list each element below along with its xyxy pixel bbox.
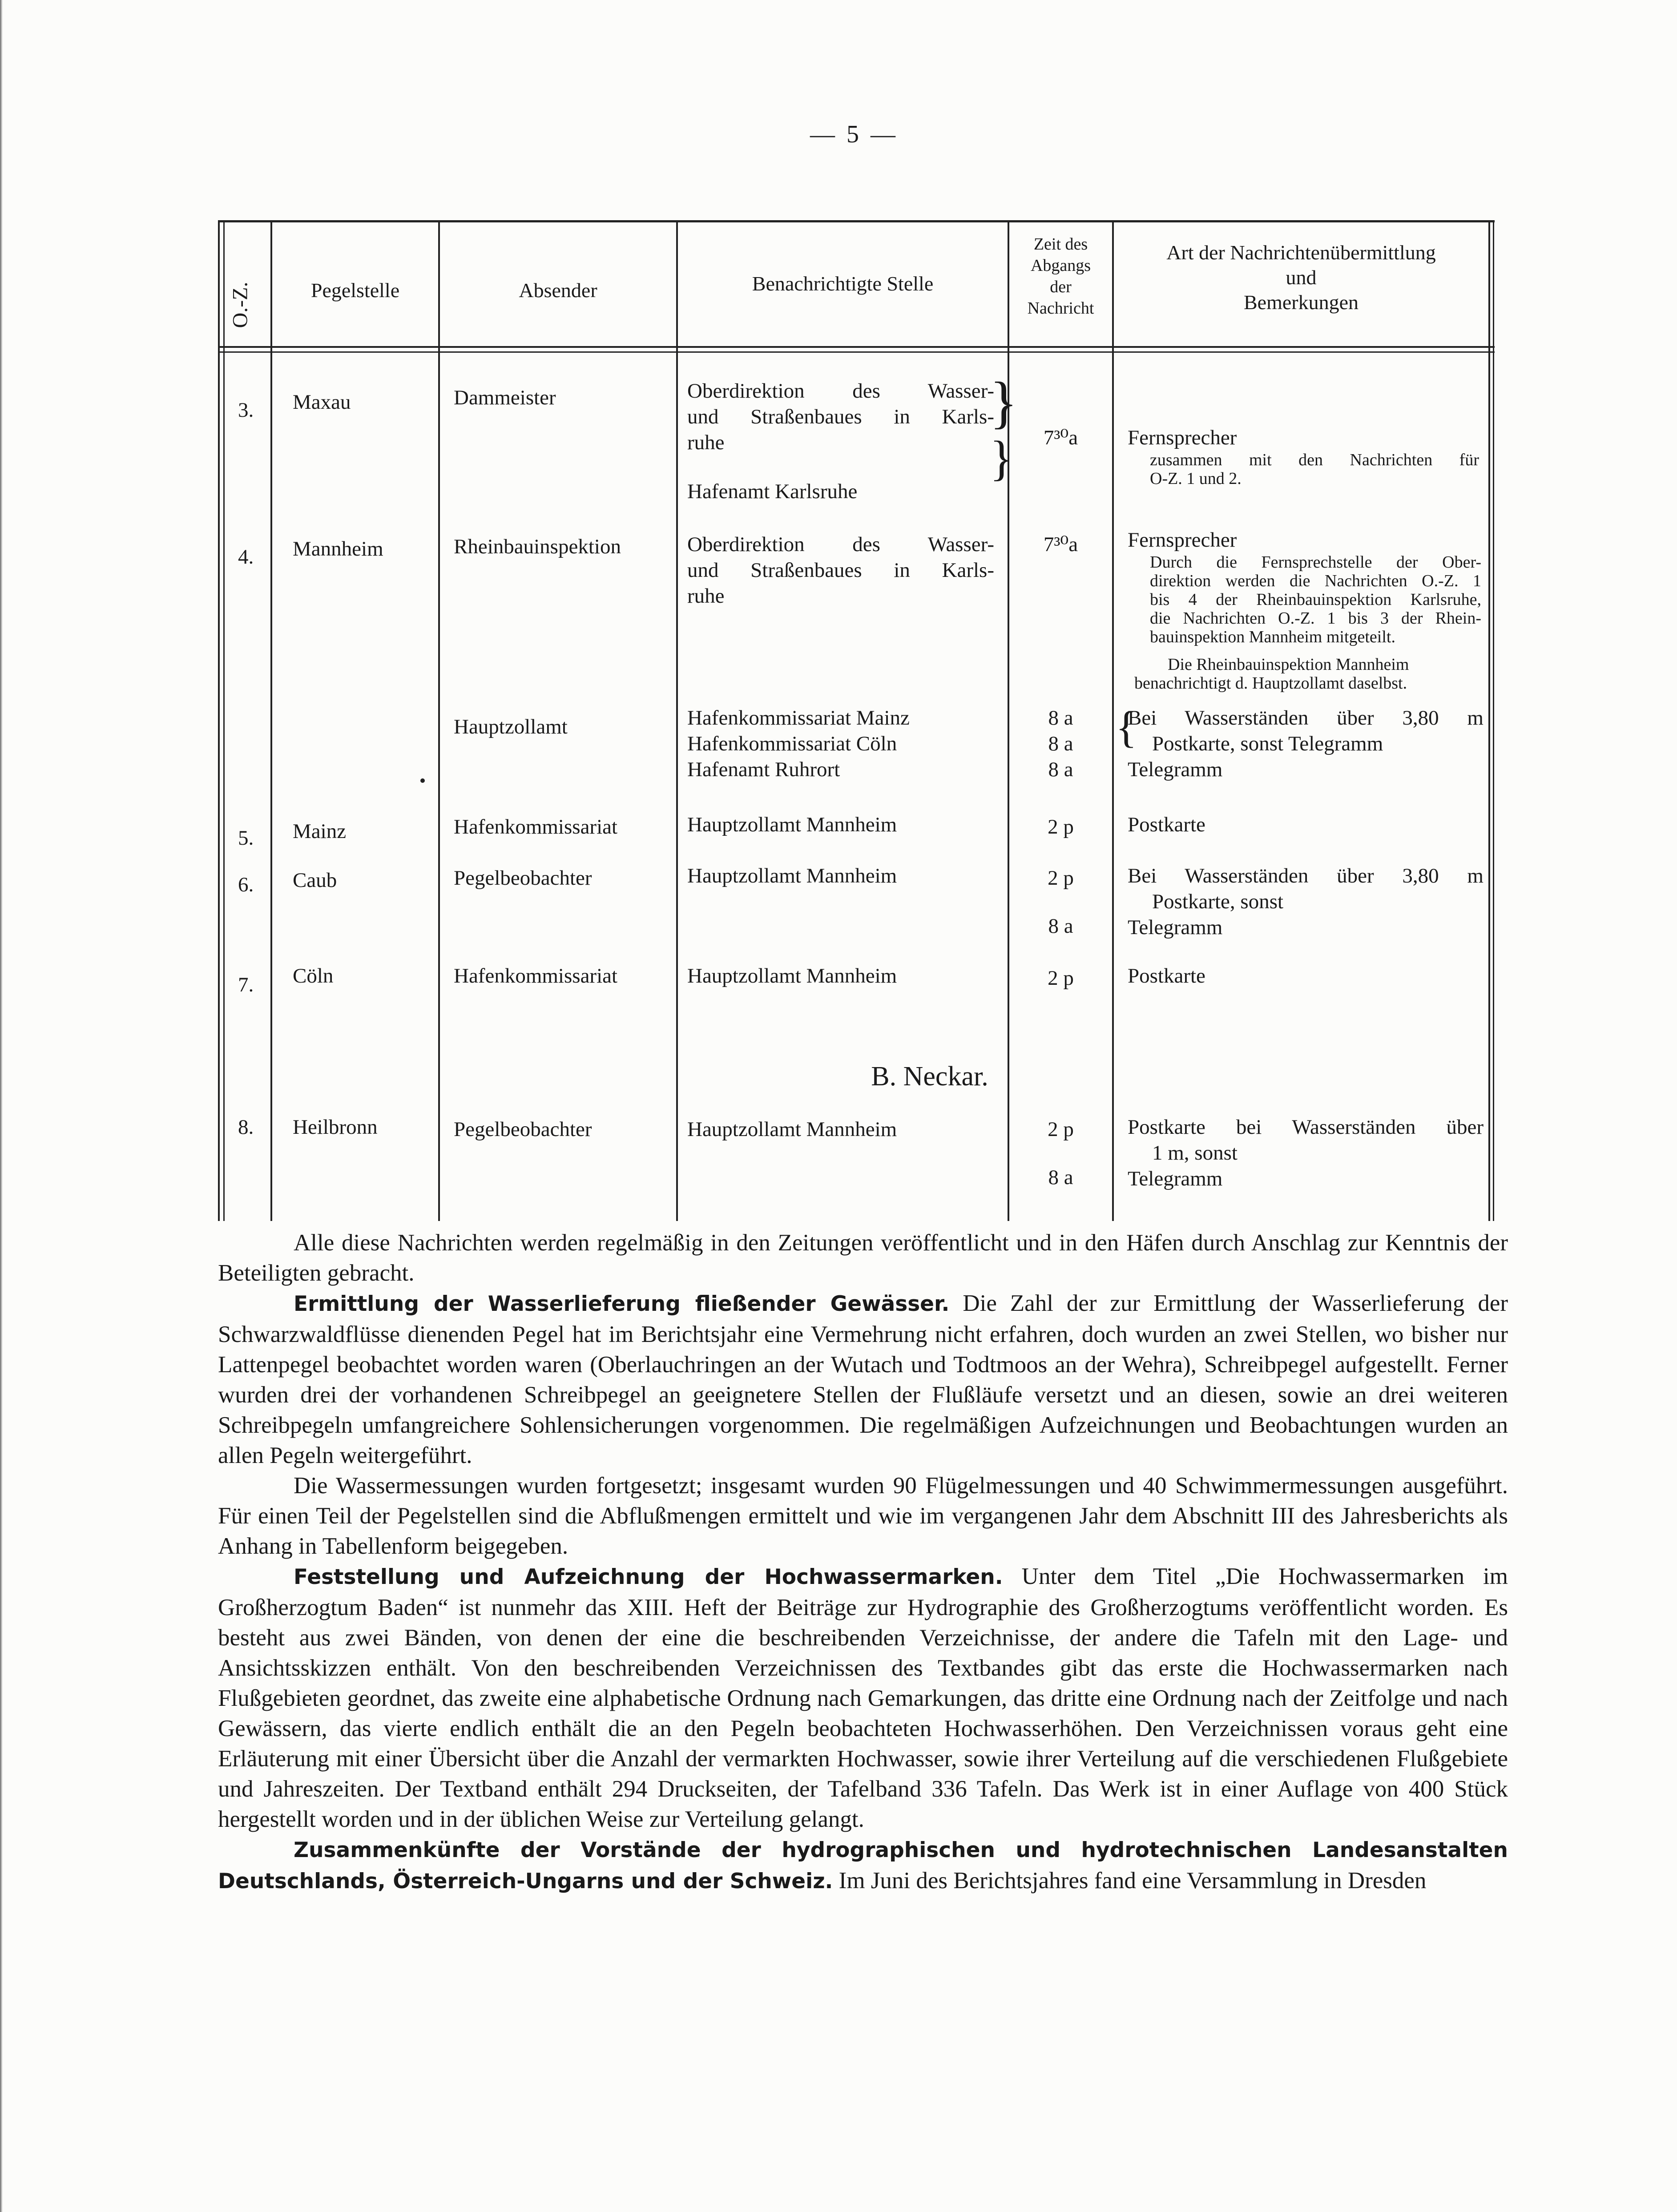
row-pegelstelle: Caub bbox=[293, 869, 337, 892]
col-divider bbox=[1488, 220, 1490, 1221]
row-absender: Pegelbeobachter bbox=[454, 1118, 592, 1141]
row-art-note: zusammen mit den Nachrichten für O-Z. 1 und 2. bbox=[1150, 451, 1479, 488]
row-zeit: 8 a 8 a 8 a bbox=[1048, 706, 1073, 781]
row-zeit: 7³⁰a bbox=[1043, 426, 1078, 449]
header-rule-2 bbox=[218, 351, 1495, 353]
row-pegelstelle: Mannheim bbox=[293, 537, 383, 560]
row-zeit: 2 p 8 a bbox=[1048, 866, 1074, 938]
row-art: Fernsprecher bbox=[1128, 528, 1237, 552]
scan-edge bbox=[0, 0, 3, 2212]
row-zeit: 2 p 8 a bbox=[1048, 1118, 1074, 1189]
header-benachrichtigte-stelle: Benachrichtigte Stelle bbox=[752, 272, 934, 295]
row-art-note: Die Rheinbauinspektion Mannheim benachrichtigt d. Hauptzollamt daselbst. bbox=[1134, 655, 1409, 693]
row-oz: 8. bbox=[238, 1116, 254, 1139]
report-table bbox=[218, 220, 1495, 1221]
col-divider bbox=[1493, 220, 1494, 1221]
col-divider bbox=[218, 220, 220, 1221]
row-absender: Dammeister bbox=[454, 386, 556, 409]
section-mask bbox=[1114, 1056, 1488, 1105]
brace-icon: } bbox=[990, 431, 1013, 485]
section-mask bbox=[272, 1056, 438, 1105]
paragraph-heading: Feststellung und Aufzeichnung der Hochwassermarken. bbox=[294, 1565, 1003, 1589]
brace-icon: } bbox=[990, 371, 1018, 435]
body-text bbox=[218, 1228, 1508, 1897]
paragraph: Alle diese Nachrichten werden regelmäßig in den Zeitungen veröffentlicht und in den Häfen durch Anschlag zur Kenntnis der Beteiligten gebracht. bbox=[218, 1230, 1508, 1286]
paragraph-heading: Ermittlung der Wasserlieferung fließender Gewässer. bbox=[294, 1292, 950, 1316]
row-art-note: Durch die Fernsprechstelle der Ober- direktion werden die Nachrichten O.-Z. 1 bis 4 der Rheinbauinspektion Karlsruhe, die Nachrichten O.-Z. 1 bis 3 der Rhein- bauinspektion Mannheim mitgeteilt. bbox=[1150, 553, 1481, 646]
paragraph: Feststellung und Aufzeichnung der Hochwassermarken. Unter dem Titel „Die Hochwassermarken im Großherzogtum Baden“ ist nunmehr das XIII. Heft der Beiträge zur Hydrographie des Großherzogtums veröffentlicht worden. Es besteht aus zwei Bänden, von denen der eine die beschreibenden Verzeichnisse, der andere die Tafeln mit den Lage- und Ansichtsskizzen enthält. Von den beschreibenden Verzeichnissen des Textbandes gibt das erste die Hochwassermarken nach Flußgebieten geordnet, das zweite eine alphabetische Ordnung nach Gemarkungen, das dritte eine Ordnung nach der Zeitfolge und nach Gewässern, das vierte endlich enthält die an den Pegeln beobachteten Hochwasserhöhen. Den Verzeichnissen voraus geht eine Erläuterung mit einer Übersicht über die Anzahl der vermarkten Hochwasser, sowie ihrer Verteilung auf die verschiedenen Flußgebiete und Jahreszeiten. Der Textband enthält 294 Druckseiten, der Tafelband 336 Tafeln. Das Werk ist in einer Auflage von 400 Stück hergestellt worden und in der üblichen Weise zur Verteilung gelangt. bbox=[218, 1563, 1508, 1832]
ink-speck bbox=[420, 778, 425, 783]
paragraph: Die Wassermessungen wurden fortgesetzt; insgesamt wurden 90 Flügelmessungen und 40 Schwimmermessungen ausgeführt. Für einen Teil der Pegelstellen sind die Abflußmengen ermittelt und wie im vergangenen Jahr dem Abschnitt III des Jahresberichts als Anhang in Tabellenform beigegeben. bbox=[218, 1473, 1508, 1559]
row-zeit: 2 p bbox=[1048, 815, 1074, 838]
header-rule-1 bbox=[218, 346, 1495, 348]
row-benachrichtigte-stelle: Hafenkommissariat Mainz Hafenkommissariat Cöln Hafenamt Ruhrort bbox=[687, 706, 910, 781]
table-top-rule bbox=[218, 220, 1495, 222]
row-absender: Hafenkommissariat bbox=[454, 815, 618, 838]
section-heading: B. Neckar. bbox=[871, 1061, 988, 1092]
row-benachrichtigte-stelle: Oberdirektion des Wasser- und Straßenbaues in Karls- ruhe Hafenamt Karlsruhe bbox=[687, 379, 994, 503]
row-art: Postkarte bbox=[1128, 813, 1205, 836]
col-divider bbox=[223, 220, 225, 1221]
header-pegelstelle: Pegelstelle bbox=[310, 279, 400, 302]
row-oz: 4. bbox=[238, 545, 254, 568]
row-absender: Pegelbeobachter bbox=[454, 866, 592, 890]
row-oz: 3. bbox=[238, 399, 254, 422]
row-zeit: 7³⁰a bbox=[1043, 533, 1078, 556]
row-art: Bei Wasserständen über 3,80 m Postkarte, sonst Telegramm Telegramm bbox=[1128, 706, 1484, 781]
page-number: — 5 — bbox=[810, 121, 898, 148]
header-zeit: Zeit des Abgangs der Nachricht bbox=[1027, 235, 1094, 318]
row-benachrichtigte-stelle: Hauptzollamt Mannheim bbox=[687, 864, 897, 887]
row-art: Postkarte bei Wasserständen über 1 m, sonst Telegramm bbox=[1128, 1116, 1484, 1190]
row-oz: 5. bbox=[238, 826, 254, 850]
row-art: Fernsprecher bbox=[1128, 426, 1237, 449]
paragraph: Ermittlung der Wasserlieferung fließender Gewässer. Die Zahl der zur Ermittlung der Wasserlieferung der Schwarzwaldflüsse dienenden Pegel hat im Berichtsjahr eine Vermehrung nicht erfahren, doch wurden an zwei Stellen, wo bisher nur Lattenpegel beobachtet worden waren (Oberlauchringen an der Wutach und Todtmoos an der Wehra), Schreibpegel aufgestellt. Ferner wurden drei der vorhandenen Schreibpegel an geeignetere Stellen der Flußläufe versetzt und an diesen, sowie an drei weiteren Schreibpegeln umfangreichere Sohlensicherungen vorgenommen. Die regelmäßigen Aufzeichnungen und Beobachtungen wurden an allen Pegeln weitergeführt. bbox=[218, 1290, 1508, 1468]
row-benachrichtigte-stelle: Hauptzollamt Mannheim bbox=[687, 1118, 897, 1141]
row-absender: Hauptzollamt bbox=[454, 715, 568, 738]
paragraph-heading: Zusammenkünfte der Vorstände der hydrographischen und hydrotechnischen Landesanstalten Deutschlands, Österreich-Ungarns und der Schweiz. bbox=[218, 1838, 1508, 1894]
row-oz: 7. bbox=[238, 973, 254, 996]
row-benachrichtigte-stelle: Oberdirektion des Wasser- und Straßenbaues in Karls- ruhe bbox=[687, 533, 994, 608]
row-absender: Rheinbauinspektion bbox=[454, 535, 621, 558]
row-pegelstelle: Heilbronn bbox=[293, 1116, 378, 1139]
row-art: Postkarte bbox=[1128, 964, 1205, 987]
row-zeit: 2 p bbox=[1048, 967, 1074, 990]
row-absender: Hafenkommissariat bbox=[454, 964, 618, 987]
row-pegelstelle: Cöln bbox=[293, 964, 334, 987]
row-pegelstelle: Maxau bbox=[293, 391, 351, 414]
row-benachrichtigte-stelle: Hauptzollamt Mannheim bbox=[687, 964, 897, 987]
section-mask bbox=[440, 1056, 676, 1105]
row-oz: 6. bbox=[238, 873, 254, 896]
row-pegelstelle: Mainz bbox=[293, 820, 347, 843]
header-absender: Absender bbox=[519, 279, 597, 302]
row-benachrichtigte-stelle: Hauptzollamt Mannheim bbox=[687, 813, 897, 836]
row-art: Bei Wasserständen über 3,80 m Postkarte, sonst Telegramm bbox=[1128, 864, 1484, 939]
paragraph: Zusammenkünfte der Vorstände der hydrographischen und hydrotechnischen Landesanstalten Deutschlands, Österreich-Ungarns und der Schweiz. Im Juni des Berichtsjahres fand eine Versammlung in Dresden bbox=[218, 1838, 1508, 1894]
header-art: Art der Nachrichtenübermittlung und Bemerkungen bbox=[1166, 241, 1436, 314]
brace-icon: { bbox=[1116, 702, 1137, 752]
header-oz: O.-Z. bbox=[228, 282, 252, 328]
